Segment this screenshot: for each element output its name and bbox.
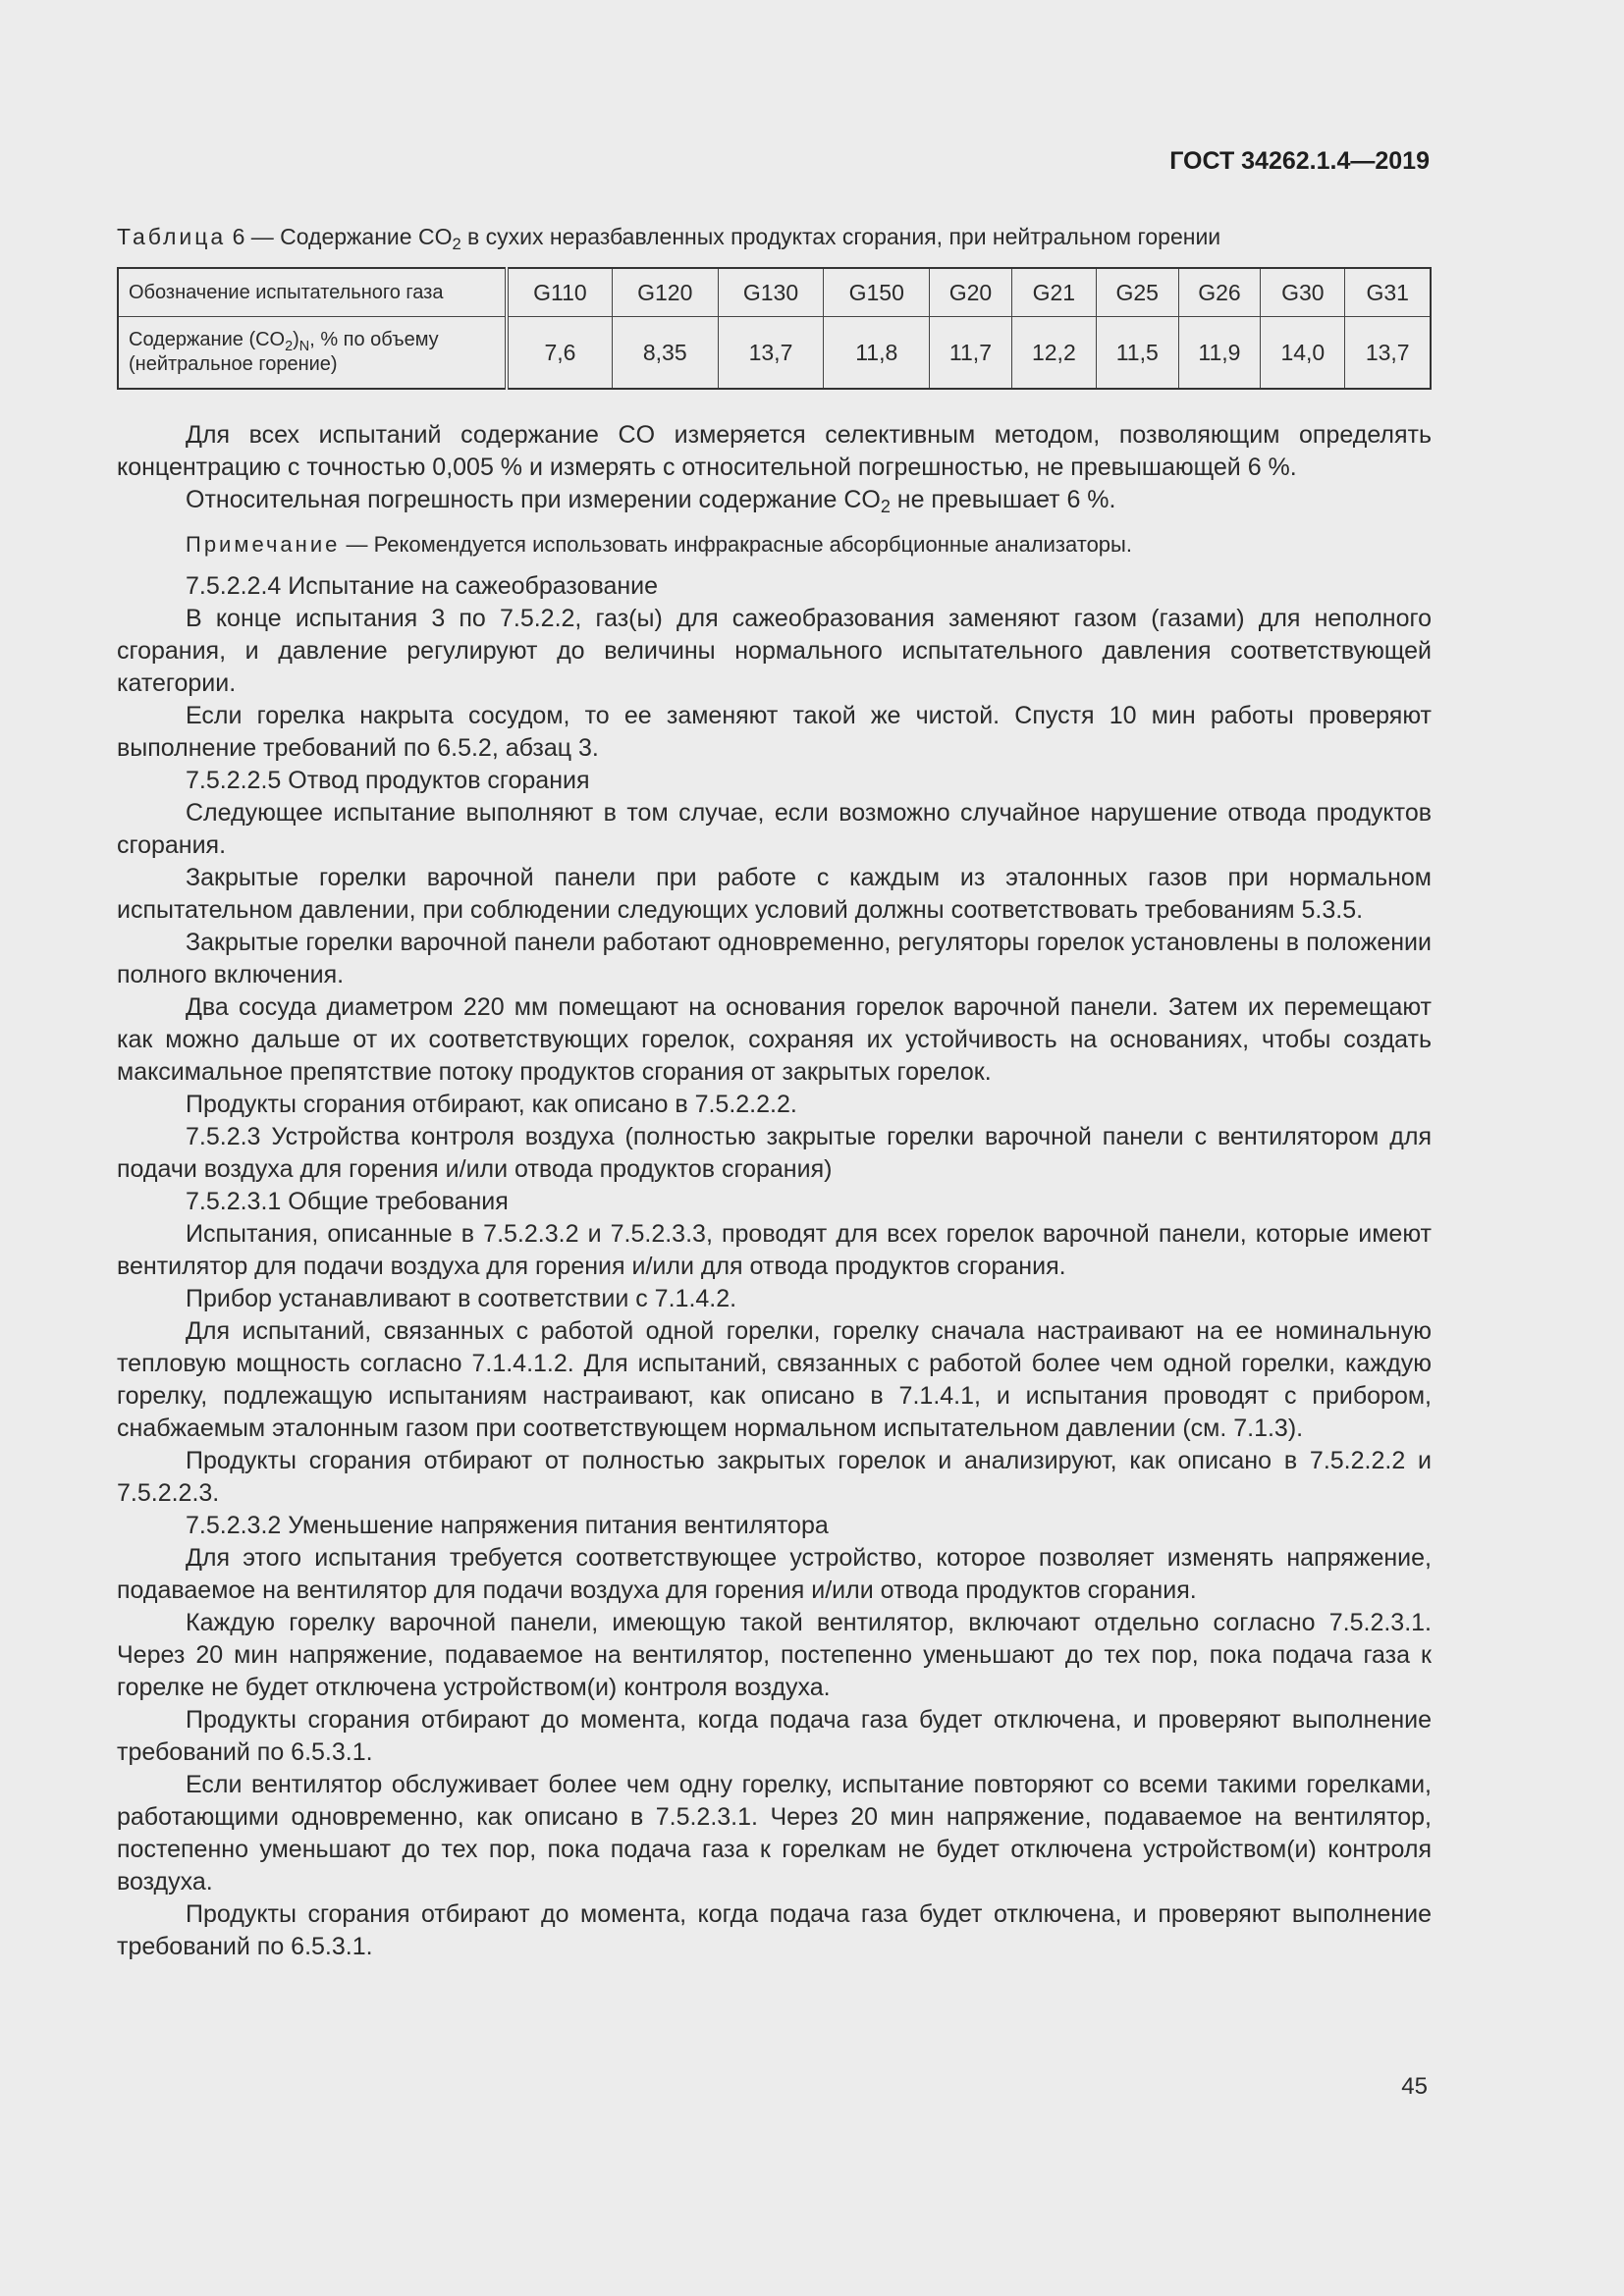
row-label-part: , % по объему [309, 329, 439, 350]
gas-cell: G30 [1261, 268, 1345, 317]
row-label-co2 [118, 317, 507, 390]
section-heading: 7.5.2.2.4 Испытание на сажеобразование [186, 572, 659, 600]
paragraph: Для испытаний, связанных с работой одной горелки, горелку сначала настраивают на ее номинальную тепловую мощность согласно 7.1.4.1.2. Для испытаний, связанных с работой более чем одной горелки, каждую горелку, подлежащую испытаниям настраивают, как описано в 7.1.4.1, и испытания проводят с прибором, снабжаемым эталонным газом при соответствующем нормальном испытательном давлении (см. 7.1.3). [117, 1317, 1432, 1442]
row-label-part: ) [293, 329, 299, 350]
paragraph: В конце испытания 3 по 7.5.2.2, газ(ы) для сажеобразования заменяют газом (газами) для неполного сгорания, и давление регулируют до величины нормального испытательного давления соответствующей категории. [117, 605, 1432, 697]
paragraph: Закрытые горелки варочной панели работают одновременно, регуляторы горелок установлены в положении полного включения. [117, 929, 1432, 988]
row-label-part: Содержание (CO [129, 329, 286, 350]
table-caption-word: Таблица [117, 224, 227, 249]
table-caption-rest: 6 — Содержание CO [226, 224, 453, 249]
value-cell: 7,6 [507, 317, 612, 390]
document-header: ГОСТ 34262.1.4—2019 [1169, 147, 1430, 175]
gas-cell: G110 [507, 268, 612, 317]
paragraph: Закрытые горелки варочной панели при работе с каждым из эталонных газов при нормальном испытательном давлении, при соблюдении следующих условий должны соответствовать требованиям 5.3.5. [117, 864, 1432, 924]
table-caption [117, 224, 1221, 253]
value-cell: 11,5 [1096, 317, 1178, 390]
table-caption-tail: в сухих неразбавленных продуктах сгорания, при нейтральном горении [460, 224, 1221, 249]
gas-cell: G20 [930, 268, 1012, 317]
table-row-gases [118, 268, 1431, 317]
note [117, 528, 1432, 561]
gas-cell: G31 [1345, 268, 1431, 317]
gas-cell: G25 [1096, 268, 1178, 317]
paragraph-part: Относительная погрешность при измерении содержание CO [186, 486, 881, 513]
paragraph: Два сосуда диаметром 220 мм помещают на основания горелок варочной панели. Затем их перемещают как можно дальше от их соответствующих горелок, сохраняя их устойчивость на основаниях, чтобы создать максимальное препятствие потоку продуктов сгорания от закрытых горелок. [117, 993, 1432, 1086]
section-heading: 7.5.2.3.2 Уменьшение напряжения питания вентилятора [186, 1512, 829, 1539]
section-heading: 7.5.2.2.5 Отвод продуктов сгорания [186, 767, 590, 794]
value-cell: 13,7 [1345, 317, 1431, 390]
paragraph-sub: 2 [880, 497, 891, 516]
paragraph: Если вентилятор обслуживает более чем одну горелку, испытание повторяют со всеми такими горелками, работающими одновременно, как описано в 7.5.2.3.1. Через 20 мин напряжение, подаваемое на вентилятор, постепенно уменьшают до тех пор, пока подача газа к горелкам не будет отключена устройством(и) контроля воздуха. [117, 1771, 1432, 1896]
gas-cell: G120 [612, 268, 718, 317]
paragraph: Продукты сгорания отбирают, как описано в 7.5.2.2.2. [186, 1091, 797, 1118]
paragraph: Каждую горелку варочной панели, имеющую такой вентилятор, включают отдельно согласно 7.5.2.3.1. Через 20 мин напряжение, подаваемое на вентилятор, постепенно уменьшают до тех пор, пока подача газа к горелке не будет отключена устройством(и) контроля воздуха. [117, 1609, 1432, 1701]
co2-table [117, 267, 1432, 390]
value-cell: 8,35 [612, 317, 718, 390]
row-label-gas: Обозначение испытательного газа [118, 268, 507, 317]
page-number: 45 [1401, 2073, 1428, 2100]
paragraph: Для этого испытания требуется соответствующее устройство, которое позволяет изменять напряжение, подаваемое на вентилятор для подачи воздуха для горения и/или отвода продуктов сгорания. [117, 1544, 1432, 1604]
row-label-sub: 2 [285, 339, 294, 354]
note-label: Примечание [186, 532, 341, 557]
section-heading: 7.5.2.3 Устройства контроля воздуха (полностью закрытые горелки варочной панели с вентилятором для подачи воздуха для горения и/или отвода продуктов сгорания) [117, 1123, 1432, 1183]
value-cell: 13,7 [718, 317, 824, 390]
row-label-line2: (нейтральное горение) [129, 353, 338, 375]
paragraph: Продукты сгорания отбирают от полностью закрытых горелок и анализируют, как описано в 7.5.2.2.2 и 7.5.2.2.3. [117, 1447, 1432, 1507]
section-heading: 7.5.2.3.1 Общие требования [186, 1188, 509, 1215]
paragraph: Прибор устанавливают в соответствии с 7.1.4.2. [186, 1285, 737, 1312]
paragraph: Испытания, описанные в 7.5.2.3.2 и 7.5.2.3.3, проводят для всех горелок варочной панели, которые имеют вентилятор для подачи воздуха для горения и/или для отвода продуктов сгорания. [117, 1220, 1432, 1280]
row-label-sub: N [298, 339, 310, 354]
document-body [117, 419, 1432, 1963]
paragraph [117, 484, 1432, 516]
gas-cell: G21 [1011, 268, 1096, 317]
gas-cell: G26 [1178, 268, 1261, 317]
paragraph: Если горелка накрыта сосудом, то ее заменяют такой же чистой. Спустя 10 мин работы проверяют выполнение требований по 6.5.2, абзац 3. [117, 702, 1432, 762]
value-cell: 12,2 [1011, 317, 1096, 390]
table-row-values [118, 317, 1431, 390]
gas-cell: G130 [718, 268, 824, 317]
gas-cell: G150 [824, 268, 930, 317]
paragraph: Продукты сгорания отбирают до момента, когда подача газа будет отключена, и проверяют выполнение требований по 6.5.3.1. [117, 1706, 1432, 1766]
note-text: — Рекомендуется использовать инфракрасные абсорбционные анализаторы. [340, 532, 1132, 557]
paragraph: Продукты сгорания отбирают до момента, когда подача газа будет отключена, и проверяют выполнение требований по 6.5.3.1. [117, 1900, 1432, 1960]
value-cell: 14,0 [1261, 317, 1345, 390]
paragraph-part: не превышает 6 %. [890, 486, 1116, 513]
value-cell: 11,7 [930, 317, 1012, 390]
paragraph: Для всех испытаний содержание CO измеряется селективным методом, позволяющим определять концентрацию с точностью 0,005 % и измерять с относительной погрешностью, не превышающей 6 %. [117, 421, 1432, 481]
paragraph: Следующее испытание выполняют в том случае, если возможно случайное нарушение отвода продуктов сгорания. [117, 799, 1432, 859]
value-cell: 11,8 [824, 317, 930, 390]
value-cell: 11,9 [1178, 317, 1261, 390]
table-caption-sub: 2 [452, 235, 461, 253]
